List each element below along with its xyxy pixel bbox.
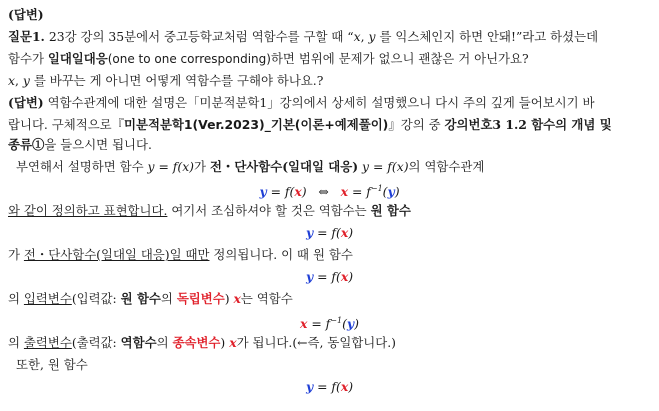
equation-inverse-relation: [0, 180, 659, 200]
eq-part: = f(: [313, 379, 341, 394]
explain-line-6: 또한, 원 함수: [16, 357, 88, 372]
text: 가: [8, 247, 24, 262]
text: 을 들으시면 됩니다.: [44, 137, 152, 152]
text: 의: [8, 291, 24, 306]
eq-part: = f(: [313, 225, 341, 240]
equation-original-function: [0, 224, 659, 241]
question-line-1: [8, 28, 598, 45]
eq-y: y: [305, 379, 314, 394]
explain-line-4: [8, 290, 293, 307]
comma: ,: [15, 73, 23, 88]
eq-part: ): [348, 225, 354, 240]
eq-part: = f: [307, 316, 331, 331]
text: ): [220, 335, 230, 350]
english-term: (one to one corresponding): [107, 52, 271, 66]
equation-inverse-function: [0, 312, 659, 332]
eq-part: (: [382, 184, 388, 199]
text: 하면 범위에 문제가 없으니 괜찮은 거 아닌가요?: [270, 51, 529, 66]
text: 부연해서 설명하면 함수: [16, 159, 148, 174]
eq-y: y: [387, 184, 395, 199]
text: 함수가: [8, 51, 48, 66]
inverse-exponent: −1: [330, 316, 343, 325]
var-y: y: [368, 29, 376, 44]
eq-y: y: [305, 269, 314, 284]
eq-part: ): [354, 316, 359, 331]
text: 의 역함수관계: [408, 159, 485, 174]
question-line-3: [8, 72, 323, 89]
eq-x: x: [340, 269, 349, 284]
equation-original-function: [0, 378, 659, 395]
answer-label: (답변): [8, 95, 44, 110]
eq-part: (: [342, 316, 347, 331]
text: ): [224, 291, 234, 306]
question-line-2: [8, 50, 529, 68]
eq-part: ): [348, 269, 354, 284]
explain-line-5: [8, 334, 396, 351]
text: (출력값:: [71, 335, 121, 350]
text: 가: [194, 159, 210, 174]
eq-part: ): [301, 184, 307, 199]
independent-variable-term: 독립변수: [176, 291, 225, 306]
eq-x: x: [340, 225, 349, 240]
underlined-condition: 전・단사함수(일대일 대응)일 때만: [23, 247, 210, 262]
question-text: 23강 강의 35분에서 중고등학교처럼 역함수를 구할 때 “: [44, 29, 354, 44]
question-text-rest: 를 익스체인지 하면 안돼!”라고 하셨는데: [375, 29, 599, 44]
text: 정의됩니다. 이 때 원 함수: [209, 247, 353, 262]
inverse-exponent: −1: [370, 184, 383, 193]
eq-x: x: [294, 184, 302, 199]
eq-part: ): [348, 379, 354, 394]
var-x: x: [8, 73, 15, 88]
dependent-variable-term: 종속변수: [172, 335, 221, 350]
eq-part: = f(: [313, 269, 341, 284]
question-label: 질문1.: [8, 29, 45, 44]
var-x: x: [229, 335, 237, 350]
explain-line-3: [8, 246, 353, 263]
input-variable-term: 입력변수: [23, 291, 72, 306]
eq-part: ): [394, 184, 400, 199]
text: 역함수관계에 대한 설명은「미분적분학1」강의에서 상세히 설명했으니 다시 주의 깊게 들어보시기 바: [43, 95, 595, 110]
eq-x: x: [340, 379, 349, 394]
comma: ,: [360, 29, 369, 44]
text: 는 역함수: [240, 291, 293, 306]
course-title: 미분적분학1(Ver.2023)_기본(이론+예제풀이): [124, 117, 389, 132]
eq-part: = f(: [266, 184, 295, 199]
eq-y: y: [346, 316, 355, 331]
var-x: x: [233, 291, 241, 306]
heading: (답변): [8, 7, 44, 22]
eq-y: y: [259, 184, 267, 199]
var-x: x: [353, 29, 361, 44]
text: 랍니다. 구체적으로『: [8, 117, 125, 132]
original-function-term: 원 함수: [120, 291, 161, 306]
text: 의: [160, 291, 177, 306]
var-y: y: [22, 73, 30, 88]
answer-line-3: [8, 136, 152, 153]
text: 여기서 조심하셔야 할 것은 역함수는: [167, 203, 371, 218]
eq-x: x: [340, 184, 348, 199]
text: (입력값:: [71, 291, 121, 306]
one-to-one-term: 일대일대응: [47, 51, 108, 66]
bijection-term: 전・단사함수(일대일 대응): [209, 159, 359, 174]
formula: y = f(x): [362, 159, 409, 174]
equation-original-function: [0, 268, 659, 285]
explain-line-2: [8, 202, 411, 219]
text: 의: [156, 335, 173, 350]
inverse-function-term: 역함수: [120, 335, 157, 350]
lecture-topic: 종류①: [8, 137, 45, 152]
formula: y = f(x): [147, 159, 195, 174]
output-variable-term: 출력변수: [23, 335, 72, 350]
original-function-term: 원 함수: [370, 203, 411, 218]
explain-line-1: [16, 158, 484, 175]
lecture-number: 강의번호3 1.2 함수의 개념 및: [444, 117, 612, 132]
answer-line-2: [8, 116, 612, 133]
text: 가 됩니다.(←즉, 동일합니다.): [236, 335, 397, 350]
answer-line-1: [8, 94, 595, 111]
eq-x: x: [300, 316, 308, 331]
iff-symbol: ⇔: [318, 184, 329, 199]
text: 의: [8, 335, 24, 350]
text: 』강의 중: [388, 117, 445, 132]
underlined-text: 와 같이 정의하고 표현합니다.: [8, 203, 168, 218]
eq-y: y: [305, 225, 314, 240]
text: 를 바꾸는 게 아니면 어떻게 역함수를 구해야 하나요.?: [29, 73, 324, 88]
eq-part: = f: [348, 184, 371, 199]
